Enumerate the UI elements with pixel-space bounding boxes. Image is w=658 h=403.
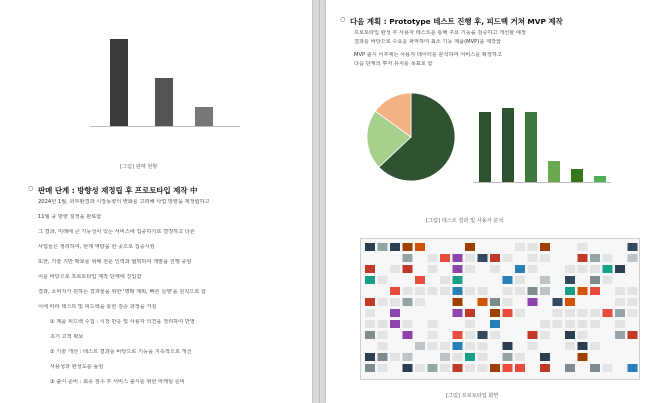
thumbnail-tile [553, 320, 563, 328]
thumbnail-tile [390, 353, 400, 361]
thumbnail-tile [478, 287, 488, 295]
thumbnail-tile [578, 287, 588, 295]
thumbnail-tile [390, 320, 400, 328]
thumbnail-tile [590, 364, 600, 372]
green-bar-chart [471, 96, 611, 196]
thumbnail-tile [628, 243, 638, 251]
charts-caption: [그림] 테스트 결과 및 사용자 분석 [426, 218, 504, 224]
thumbnail-tile [528, 298, 538, 306]
thumbnail-tile [565, 320, 575, 328]
body-line: 사용성과 완성도를 높임 [50, 364, 104, 370]
body-line: 그 결과, 미래에 큰 가능성이 있는 서비스에 집중하기로 결정하고 다른 [38, 229, 195, 235]
thumbnail-tile [578, 309, 588, 317]
thumbnail-tile [440, 287, 450, 295]
thumbnail-tile [453, 298, 463, 306]
thumbnail-tile [515, 276, 525, 284]
thumbnail-tile [465, 342, 475, 350]
section-heading: 판매 단계 : 방향성 재정립 후 프로토타입 제작 中 [38, 186, 198, 195]
thumbnail-tile [603, 265, 613, 273]
thumbnail-tile [490, 298, 500, 306]
thumbnail-tile [453, 364, 463, 372]
sales-bar-chart [80, 30, 240, 140]
thumbnail-tile [415, 276, 425, 284]
thumbnail-tile [365, 265, 375, 273]
thumbnail-tile [440, 342, 450, 350]
thumbnail-tile [503, 353, 513, 361]
thumbnail-tile [378, 342, 388, 350]
thumbnail-tile [603, 254, 613, 262]
thumbnail-tile [540, 320, 550, 328]
thumbnail-tile [378, 320, 388, 328]
sales-bar [155, 78, 173, 126]
sales-bar [195, 107, 213, 126]
thumbnail-tile [403, 320, 413, 328]
thumbnail-tile [428, 287, 438, 295]
thumbnail-tile [465, 364, 475, 372]
thumbnail-tile [415, 342, 425, 350]
thumbnail-tile [515, 265, 525, 273]
body-line: 초기 고객 확보 [50, 334, 84, 340]
body-line: 또한, 기술 기반 확보를 위해 전문 인력과 협력하여 개발을 진행 중임 [38, 259, 192, 265]
thumbnail-tile [403, 364, 413, 372]
thumbnail-tile [590, 265, 600, 273]
thumbnail-tile [528, 342, 538, 350]
thumbnail-tile [540, 364, 550, 372]
thumbnail-tile [590, 309, 600, 317]
thumbnail-tile [365, 364, 375, 372]
thumbnail-tile [628, 254, 638, 262]
thumbnail-tile [428, 254, 438, 262]
thumbnail-tile [465, 353, 475, 361]
body-line: 2024년 1월, 외부환경과 시장동향의 변화를 고려해 사업 방향을 재정립하고 [38, 199, 210, 205]
thumbnail-tile [415, 243, 425, 251]
thumbnail-tile [390, 309, 400, 317]
thumbnail-tile [490, 265, 500, 273]
thumbnail-tile [615, 287, 625, 295]
thumbnail-tile [565, 331, 575, 339]
thumbnail-tile [540, 254, 550, 262]
thumbnail-tile [453, 265, 463, 273]
thumbnail-tile [515, 309, 525, 317]
thumbnail-tile [528, 243, 538, 251]
thumbnail-tile [503, 287, 513, 295]
thumbnail-tile [603, 276, 613, 284]
thumbnail-tile [528, 254, 538, 262]
heading-bullet-icon: ○ [28, 185, 34, 192]
thumbnail-tile [578, 254, 588, 262]
screenshot-caption: [그림] 프로토타입 화면 [446, 393, 499, 399]
thumbnail-tile [365, 353, 375, 361]
thumbnail-tile [403, 254, 413, 262]
thumbnail-tile [365, 243, 375, 251]
thumbnail-tile [590, 342, 600, 350]
thumbnail-tile [403, 243, 413, 251]
body-line: ③ 출시 준비 : 최종 검수 후 서비스 출시를 위한 마케팅 준비 [50, 379, 185, 385]
thumbnail-tile [390, 298, 400, 306]
thumbnail-tile [590, 254, 600, 262]
thumbnail-tile [615, 265, 625, 273]
section-heading: 다음 계획 : Prototype 테스트 진행 후, 피드백 거쳐 MVP 제작 [350, 17, 563, 26]
thumbnail-tile [453, 276, 463, 284]
thumbnail-tile [403, 287, 413, 295]
heading-bullet-icon: ○ [340, 16, 346, 23]
pie-chart [366, 92, 456, 188]
thumbnail-tile [465, 309, 475, 317]
thumbnail-tile [390, 265, 400, 273]
thumbnail-tile [465, 265, 475, 273]
thumbnail-tile [465, 287, 475, 295]
thumbnail-tile [503, 254, 513, 262]
thumbnail-tile [378, 276, 388, 284]
thumbnail-tile [615, 298, 625, 306]
thumbnail-tile [440, 254, 450, 262]
thumbnail-tile [478, 342, 488, 350]
thumbnail-tile [528, 331, 538, 339]
body-line: 프로토타입 완성 후 사용자 테스트를 통해 주요 기능을 검증하고 개선할 예정 [354, 30, 526, 36]
thumbnail-tile [628, 331, 638, 339]
body-line: 결과를 바탕으로 수요를 파악하여 최소 기능 제품(MVP)을 제작함 [354, 39, 502, 45]
x-axis-line [473, 182, 611, 183]
body-line: 이를 바탕으로 프로토타입 제작 단계에 진입함 [38, 274, 142, 280]
test-result-bar [571, 169, 583, 182]
thumbnail-tile [515, 243, 525, 251]
thumbnail-tile [490, 309, 500, 317]
thumbnail-tile [603, 364, 613, 372]
thumbnail-tile [540, 353, 550, 361]
thumbnail-tile [453, 342, 463, 350]
test-result-bar [479, 112, 491, 182]
sales-bar [110, 39, 128, 126]
thumbnail-tile [578, 265, 588, 273]
thumbnail-tile [540, 287, 550, 295]
body-line: ② 기술 개선 : 테스트 결과를 바탕으로 기능을 지속적으로 개선 [50, 349, 192, 355]
thumbnail-tile [478, 254, 488, 262]
thumbnail-tile [403, 298, 413, 306]
thumbnail-tile [603, 309, 613, 317]
thumbnail-tile [628, 364, 638, 372]
thumbnail-tile [378, 298, 388, 306]
thumbnail-tile [553, 298, 563, 306]
thumbnail-tile [365, 309, 375, 317]
thumbnail-tile [365, 320, 375, 328]
thumbnail-tile [578, 342, 588, 350]
thumbnail-tile [365, 276, 375, 284]
thumbnail-tile [465, 320, 475, 328]
thumbnail-tile [578, 331, 588, 339]
test-result-bar [502, 108, 514, 182]
thumbnail-tile [528, 265, 538, 273]
thumbnail-tile [390, 287, 400, 295]
thumbnail-tile [453, 254, 463, 262]
thumbnail-tile [515, 353, 525, 361]
thumbnail-tile [590, 276, 600, 284]
thumbnail-tile [515, 364, 525, 372]
thumbnail-tile [465, 254, 475, 262]
document-page-left [0, 0, 312, 403]
thumbnail-tile [615, 309, 625, 317]
thumbnail-tile [578, 320, 588, 328]
thumbnail-tile [465, 243, 475, 251]
thumbnail-tile [415, 364, 425, 372]
test-result-bar [548, 161, 560, 182]
thumbnail-tile [403, 331, 413, 339]
thumbnail-tile [453, 309, 463, 317]
thumbnail-tile [478, 331, 488, 339]
sales-chart-caption: [그림] 판매 현황 [120, 164, 158, 170]
thumbnail-tile [503, 342, 513, 350]
test-result-bar [525, 112, 537, 182]
thumbnail-tile [503, 364, 513, 372]
screenshot-mosaic [361, 239, 639, 379]
thumbnail-tile [590, 287, 600, 295]
thumbnail-tile [590, 320, 600, 328]
thumbnail-tile [528, 287, 538, 295]
thumbnail-tile [540, 331, 550, 339]
thumbnail-tile [453, 331, 463, 339]
x-axis-line [90, 126, 240, 127]
thumbnail-tile [390, 243, 400, 251]
prototype-screenshot [360, 238, 640, 380]
body-line: 이에 따라 테스트 및 피드백을 통한 검증 과정을 거침 [38, 304, 157, 310]
thumbnail-tile [453, 353, 463, 361]
thumbnail-tile [553, 309, 563, 317]
body-line: 결과, 소비자가 원하는 결과물을 위한 '명확 계획, 빠른 실행'을 원칙으로 함 [38, 289, 206, 295]
body-line: 사업들은 정리하여, 현재 역량을 한 곳으로 집중시킴 [38, 244, 155, 250]
thumbnail-tile [378, 331, 388, 339]
thumbnail-tile [515, 287, 525, 295]
thumbnail-tile [615, 320, 625, 328]
thumbnail-tile [465, 331, 475, 339]
thumbnail-tile [490, 331, 500, 339]
thumbnail-tile [365, 331, 375, 339]
thumbnail-tile [378, 353, 388, 361]
thumbnail-tile [428, 265, 438, 273]
page-divider [319, 0, 320, 403]
thumbnail-tile [478, 353, 488, 361]
thumbnail-tile [578, 353, 588, 361]
thumbnail-tile [628, 309, 638, 317]
thumbnail-tile [440, 353, 450, 361]
thumbnail-tile [503, 298, 513, 306]
thumbnail-tile [378, 364, 388, 372]
body-line: 다음 단계의 투자 유치를 목표로 함 [354, 61, 433, 67]
thumbnail-tile [415, 287, 425, 295]
thumbnail-tile [428, 331, 438, 339]
body-line: 11월 중 방향 설정을 완료함 [38, 214, 102, 220]
thumbnail-tile [628, 287, 638, 295]
thumbnail-tile [565, 287, 575, 295]
thumbnail-tile [440, 364, 450, 372]
thumbnail-tile [565, 342, 575, 350]
thumbnail-tile [478, 364, 488, 372]
thumbnail-tile [565, 265, 575, 273]
thumbnail-tile [628, 298, 638, 306]
thumbnail-tile [540, 276, 550, 284]
thumbnail-tile [615, 331, 625, 339]
thumbnail-tile [428, 320, 438, 328]
thumbnail-tile [578, 243, 588, 251]
thumbnail-tile [565, 276, 575, 284]
thumbnail-tile [478, 298, 488, 306]
thumbnail-tile [453, 287, 463, 295]
thumbnail-tile [540, 243, 550, 251]
thumbnail-tile [403, 265, 413, 273]
body-line: MVP 출시 이후에는 사용자 데이터를 분석하여 서비스를 확장하고 [354, 52, 502, 58]
thumbnail-tile [403, 353, 413, 361]
thumbnail-tile [565, 364, 575, 372]
thumbnail-tile [565, 309, 575, 317]
body-line: ① 제품 피드백 수집 : 시장 반응 및 사용자 의견을 정리하여 반영 [50, 319, 195, 325]
thumbnail-tile [378, 243, 388, 251]
thumbnail-tile [415, 298, 425, 306]
thumbnail-tile [503, 309, 513, 317]
thumbnail-tile [503, 276, 513, 284]
thumbnail-tile [490, 320, 500, 328]
thumbnail-tile [440, 276, 450, 284]
thumbnail-tile [428, 342, 438, 350]
thumbnail-tile [428, 364, 438, 372]
thumbnail-tile [490, 254, 500, 262]
thumbnail-tile [565, 298, 575, 306]
thumbnail-tile [490, 364, 500, 372]
thumbnail-tile [365, 298, 375, 306]
